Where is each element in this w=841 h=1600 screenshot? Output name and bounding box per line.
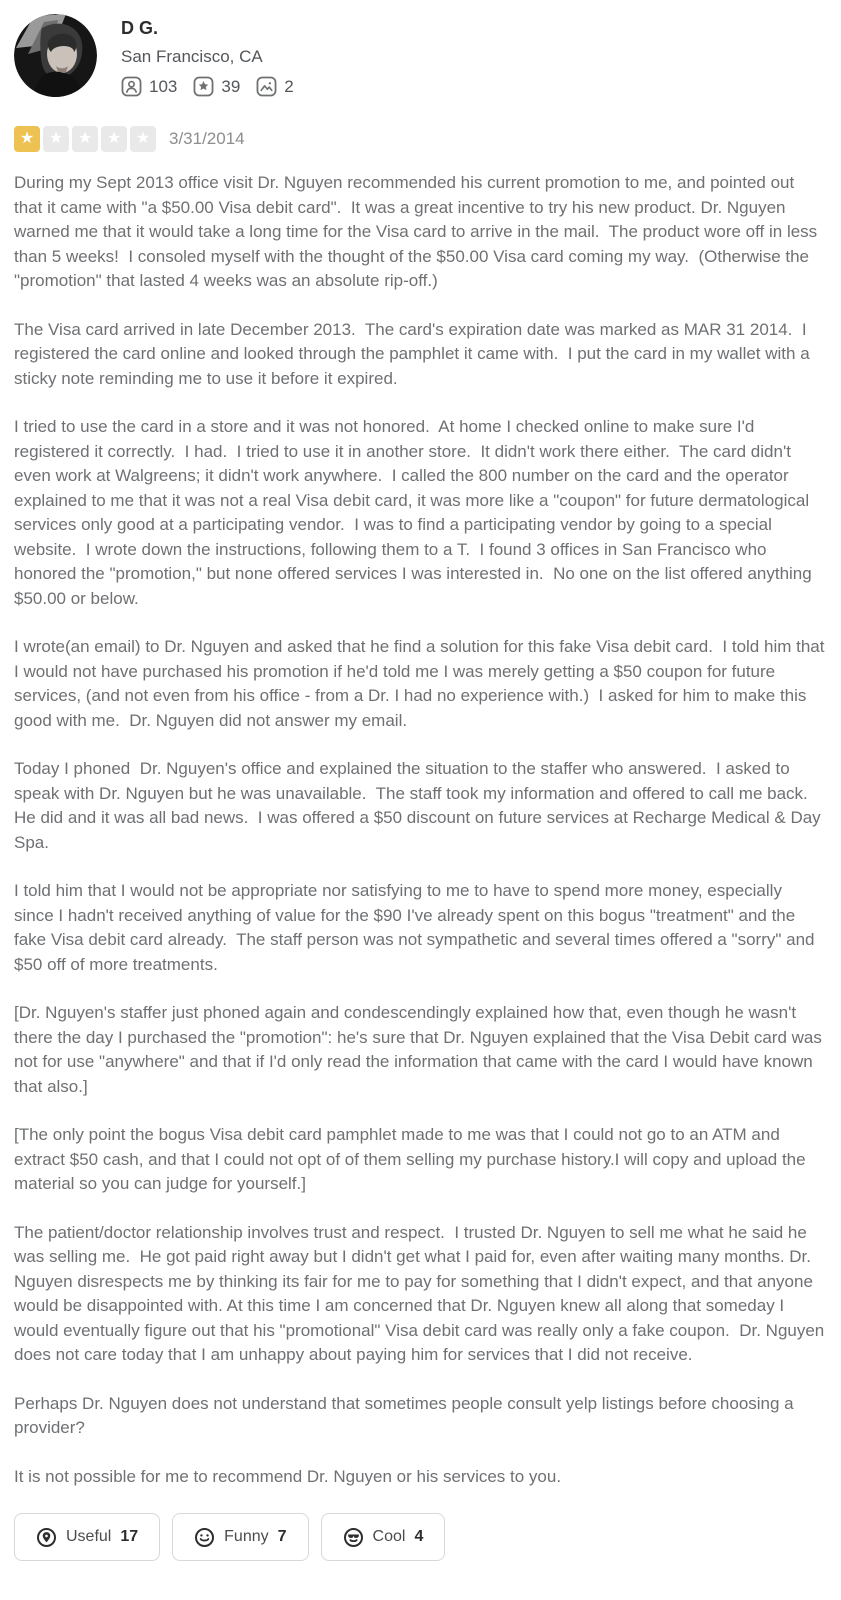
user-stats (121, 76, 294, 97)
review-paragraph: [Dr. Nguyen's staffer just phoned again and condescendingly explained how that, even though he wasn't there the day I purchased the "promotion": he's sure that Dr. Nguyen explained that the Visa Debit card was not for use "anywhere" and that if I'd only read the information that came with the card I would have known that also.] (14, 1003, 827, 1096)
review-paragraph: I tried to use the card in a store and it was not honored. At home I checked online to make sure I'd registered it correctly. I had. I tried to use it in another store. It didn't work there either. The card didn't even work at Walgreens; it didn't work anywhere. I called the 800 number on the card and the operator explained to me that it was not a real Visa debit card, it was more like a "coupon" for future dermatological services only good at a participating vendor. I was to find a participating vendor by going to a special website. I wrote down the instructions, following them to a T. I found 3 offices in San Francisco who honored the "promotion," but none offered services I was interested in. No one on the list offered anything $50.00 or below. (14, 417, 822, 608)
user-name[interactable]: D G. (121, 18, 159, 38)
user-location: San Francisco, CA (121, 47, 263, 66)
feedback-buttons (14, 1513, 826, 1561)
star-filled-icon: ★ (14, 126, 40, 152)
friends-stat (121, 76, 177, 97)
useful-icon (36, 1527, 57, 1548)
funny-count: 7 (277, 1528, 287, 1545)
review-paragraph: The Visa card arrived in late December 2013. The card's expiration date was marked as MAR 31 2014. I registered the card online and looked through the pamphlet it came with. I put the card in my wallet with a sticky note reminding me to use it before it expired. (14, 319, 815, 388)
star-empty-icon: ★ (101, 126, 127, 152)
funny-icon (194, 1527, 215, 1548)
review-paragraph: The patient/doctor relationship involves trust and respect. I trusted Dr. Nguyen to sell me what he said he was selling me. He got paid right away but I didn't get what I paid for, even after waiting many months. Dr. Nguyen disrespects me by thinking its fair for me to pay for something that I didn't expect, and that anyone would be disappointed with. At this time I am concerned that Dr. Nguyen knew all along that someday I would eventually figure out that his "promotional" Visa debit card was really only a fake coupon. Dr. Nguyen does not care today that I am unhappy about paying him for services that I did not receive. (14, 1222, 829, 1364)
friends-icon (121, 76, 142, 97)
photos-stat (256, 76, 293, 97)
review-paragraph: [The only point the bogus Visa debit card pamphlet made to me was that I could not go to an ATM and extract $50 cash, and that I could not opt of of them selling my purchase history.I will copy and upload the material so you can judge for yourself.] (14, 1125, 811, 1193)
review-paragraph: During my Sept 2013 office visit Dr. Nguyen recommended his current promotion to me, and pointed out that it came with "a $50.00 Visa debit card". It was a great incentive to try his new product. Dr. Nguyen warned me that it would take a long time for the Visa card to arrive in the mail. The product wore off in less than 5 weeks! I consoled myself with the thought of the $50.00 Visa card coming my way. (Otherwise the "promotion" that lasted 4 weeks was an absolute rip-off.) (14, 173, 822, 290)
star-rating (14, 126, 156, 152)
cool-icon (343, 1527, 364, 1548)
useful-count: 17 (120, 1528, 139, 1545)
useful-label: Useful (66, 1528, 112, 1545)
rating-row (14, 126, 826, 152)
review-paragraph: I told him that I would not be appropriate nor satisfying to me to have to spend more money, especially since I hadn't received anything of value for the $90 I've already spent on this bogus "treatment" and the fake Visa debit card already. The staff person was not sympathetic and several times offered a "sorry" and $50 off of more treatments. (14, 881, 820, 974)
photos-count: 2 (284, 76, 294, 96)
cool-count: 4 (414, 1528, 424, 1545)
user-avatar[interactable] (14, 14, 97, 97)
review-date: 3/31/2014 (169, 129, 245, 148)
avatar-image (14, 14, 97, 97)
reviews-stat (193, 76, 240, 97)
star-empty-icon: ★ (43, 126, 69, 152)
star-empty-icon: ★ (130, 126, 156, 152)
star-empty-icon: ★ (72, 126, 98, 152)
reviews-count: 39 (221, 76, 241, 96)
cool-button[interactable] (321, 1513, 446, 1561)
user-profile (14, 14, 826, 97)
reviews-icon (193, 76, 214, 97)
review-paragraph: It is not possible for me to recommend Dr. Nguyen or his services to you. (14, 1466, 562, 1486)
user-info (121, 14, 294, 97)
review-paragraph: I wrote(an email) to Dr. Nguyen and asked that he find a solution for this fake Visa debit card. I told him that I would not have purchased his promotion if he'd told me I was merely getting a $50 coupon for future services, (and not even from his office - from a Dr. I had no experience with.) I asked for him to make this good with me. Dr. Nguyen did not answer my email. (14, 637, 830, 730)
useful-button[interactable] (14, 1513, 160, 1561)
review-paragraph: Perhaps Dr. Nguyen does not understand that sometimes people consult yelp listings before choosing a provider? (14, 1393, 799, 1437)
review-body (14, 171, 830, 1489)
friends-count: 103 (149, 76, 178, 96)
funny-button[interactable] (172, 1513, 308, 1561)
photos-icon (256, 76, 277, 97)
review-paragraph: Today I phoned Dr. Nguyen's office and explained the situation to the staffer who answered. I asked to speak with Dr. Nguyen but he was unavailable. The staff took my information and offered to call me back. He did and it was all bad news. I was offered a $50 discount on future services at Recharge Medical & Day Spa. (14, 759, 826, 852)
cool-label: Cool (372, 1528, 406, 1545)
funny-label: Funny (224, 1528, 269, 1545)
